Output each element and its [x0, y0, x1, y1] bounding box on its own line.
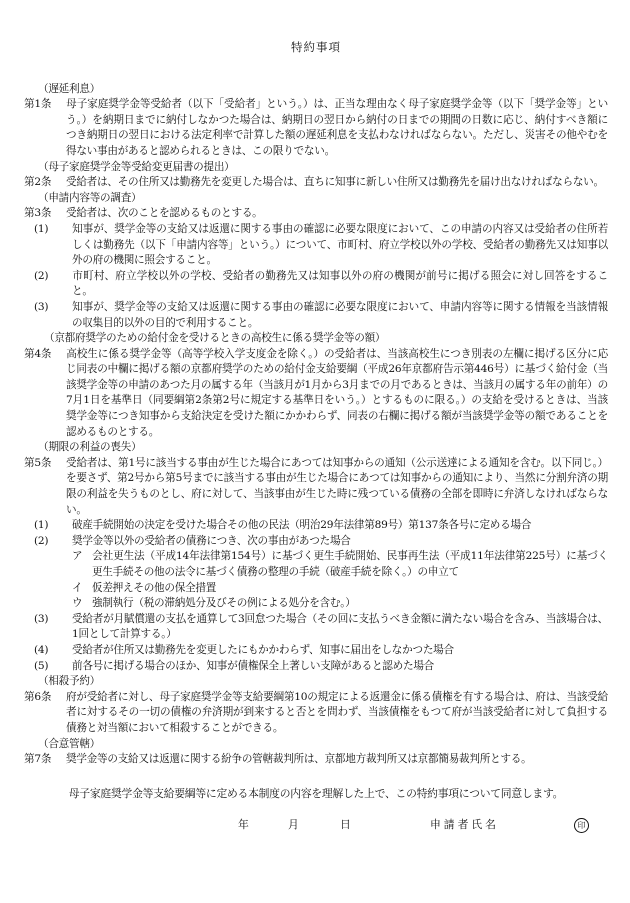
subitem-text: 強制執行（税の滞納処分及びその例による処分を含む。）	[92, 597, 356, 610]
article-7	[24, 752, 608, 768]
agreement-statement: 母子家庭奨学金等支給要綱等に定める本制度の内容を理解した上で、この特約事項について同意します。	[68, 786, 564, 800]
article-4	[24, 347, 608, 441]
article-4-number: 第4条	[24, 347, 52, 360]
article-5-subitem	[24, 549, 608, 580]
item-number: (3)	[34, 300, 49, 313]
year-label: 年	[238, 818, 249, 832]
article-5-item	[24, 659, 608, 675]
article-6	[24, 690, 608, 737]
signature-line	[24, 817, 608, 857]
item-number: (2)	[34, 269, 49, 282]
article-5-subitem	[24, 596, 608, 612]
subitem-number: ア	[72, 550, 83, 563]
article-1-text: 母子家庭奨学金等受給者（以下「受給者」という。）は、正当な理由なく母子家庭奨学金等（以下「奨学金等」という。）を納期日までに納付しなかつた場合は、納期日の翌日から納付の日までの期間の日数に応じ、納付すべき額につき納期日の翌日における法定利率で計算した額の遅延利息を支払わなければならない。ただし、災害その他やむを得ない事由があると認められるときは、この限りでない。	[66, 98, 608, 157]
article-5-item	[24, 612, 608, 643]
article-4-text: 高校生に係る奨学金等（高等学校入学支度金を除く。）の受給者は、当該高校生につき別表の左欄に掲げる区分に応じ同表の中欄に掲げる額の京都府奨学のための給付金支給要綱（平成26年京都府告示第446号）に基づく給付金（当該奨学金等の申請のあつた月の属する年（当該月が1月から3月までの月であるときは、当該月の属する年の前年）の7月1日を基準日（同要綱第2条第2号に規定する基準日をいう。）とするものに限る。）の支給を受けるときは、当該奨学金等につき知事から支給決定を受けた額にかかわらず、同表の右欄に掲げる額が当該奨学金等の額であることを認めるものとする。	[66, 347, 608, 438]
applicant-name-label: 申請者氏名	[430, 818, 499, 832]
subitem-number: ウ	[72, 597, 83, 610]
document-title: 特約事項	[291, 40, 341, 54]
article-1	[24, 97, 608, 159]
item-number: (3)	[34, 612, 49, 625]
subitem-text: 会社更生法（平成14年法律第154号）に基づく更生手続開始、民事再生法（平成11年法律第225号）に基づく更生手続その他の法令に基づく債務の整理の手続（破産手続を除く。）の申立て	[92, 550, 608, 578]
article-6-heading: （相殺予約）	[38, 675, 101, 688]
item-number: (2)	[34, 534, 49, 547]
item-text: 奨学金等以外の受給者の債務につき、次の事由があつた場合	[72, 534, 351, 547]
article-5-number: 第5条	[24, 456, 52, 469]
item-text: 市町村、府立学校以外の学校、受給者の勤務先又は知事以外の府の機関が前号に掲げる照会に対し回答をすること。	[72, 269, 608, 298]
article-1-heading: （遅延利息）	[38, 82, 101, 95]
article-3-item	[24, 222, 608, 269]
article-3-number: 第3条	[24, 207, 52, 220]
item-number: (1)	[34, 222, 49, 235]
item-number: (1)	[34, 519, 49, 532]
article-2-heading: （母子家庭奨学金等受給変更届書の提出）	[38, 160, 235, 173]
article-3-text: 受給者は、次のことを認めるものとする。	[66, 207, 263, 220]
item-text: 知事が、奨学金等の支給又は返還に関する事由の確認に必要な限度において、申請内容等に関する情報を当該情報の収集目的以外の目的で利用すること。	[72, 300, 608, 329]
item-text: 前各号に掲げる場合のほか、知事が債権保全上著しい支障があると認めた場合	[72, 659, 435, 672]
article-5-item	[24, 643, 608, 659]
article-1-number: 第1条	[24, 98, 52, 111]
item-text: 知事が、奨学金等の支給又は返還に関する事由の確認に必要な限度において、この申請の内容又は受給者の住所若しくは勤務先（以下「申請内容等」という。）について、市町村、府立学校以外の学校、受給者の勤務先又は知事以外の府の機関に照会すること。	[72, 222, 608, 267]
article-7-number: 第7条	[24, 753, 52, 766]
article-3-item	[24, 269, 608, 300]
subitem-number: イ	[72, 581, 83, 594]
article-6-text: 府が受給者に対し、母子家庭奨学金等支給要綱第10の規定による返還金に係る債権を有する場合は、府は、当該受給者に対するその一切の債権の弁済期が到来すると否とを問わず、当該債権をもつて府が当該受給者に対して負担する債務と対当額において相殺することができる。	[66, 690, 608, 734]
article-5-item	[24, 534, 608, 550]
article-6-number: 第6条	[24, 690, 52, 703]
article-3-heading: （申請内容等の調査）	[38, 191, 142, 204]
article-3	[24, 206, 608, 222]
month-label: 月	[288, 818, 299, 832]
item-number: (5)	[34, 659, 49, 672]
article-7-heading: （合意管轄）	[38, 737, 101, 750]
article-5-heading: （期限の利益の喪失）	[38, 441, 142, 454]
seal-mark: 印	[574, 818, 589, 833]
subitem-text: 仮差押えその他の保全措置	[92, 581, 217, 594]
article-3-item	[24, 300, 608, 331]
article-7-text: 奨学金等の支給又は返還に関する紛争の管轄裁判所は、京都地方裁判所又は京都簡易裁判所とする。	[66, 753, 532, 766]
article-4-heading: （京都府奨学のための給付金を受けるときの高校生に係る奨学金等の額）	[44, 332, 386, 345]
item-text: 受給者が住所又は勤務先を変更したにもかかわらず、知事に届出をしなかつた場合	[72, 643, 454, 656]
item-text: 破産手続開始の決定を受けた場合その他の民法（明治29年法律第89号）第137条各号に定める場合	[72, 519, 532, 532]
day-label: 日	[340, 818, 351, 832]
article-2	[24, 175, 608, 191]
article-5-item	[24, 518, 608, 534]
article-2-number: 第2条	[24, 176, 52, 189]
article-5-text: 受給者は、第1号に該当する事由が生じた場合にあつては知事からの通知（公示送達による通知を含む。以下同じ。）を要さず、第2号から第5号までに該当する事由が生じた場合にあつては知事からの通知により、当然に分割弁済の期限の利益を失うものとし、府に対して、当該事由が生じた時に残つている債務の全部を即時に弁済しなければならない。	[66, 456, 608, 516]
item-number: (4)	[34, 643, 49, 656]
article-5-subitem	[24, 581, 608, 597]
item-text: 受給者が月賦償還の支払を通算して3回怠つた場合（その回に支払うべき金額に満たない場合を含み、当該場合は、1回として計算する。）	[72, 612, 608, 641]
article-2-text: 受給者は、その住所又は勤務先を変更した場合は、直ちに知事に新しい住所又は勤務先を届け出なければならない。	[66, 176, 604, 189]
article-5	[24, 456, 608, 518]
